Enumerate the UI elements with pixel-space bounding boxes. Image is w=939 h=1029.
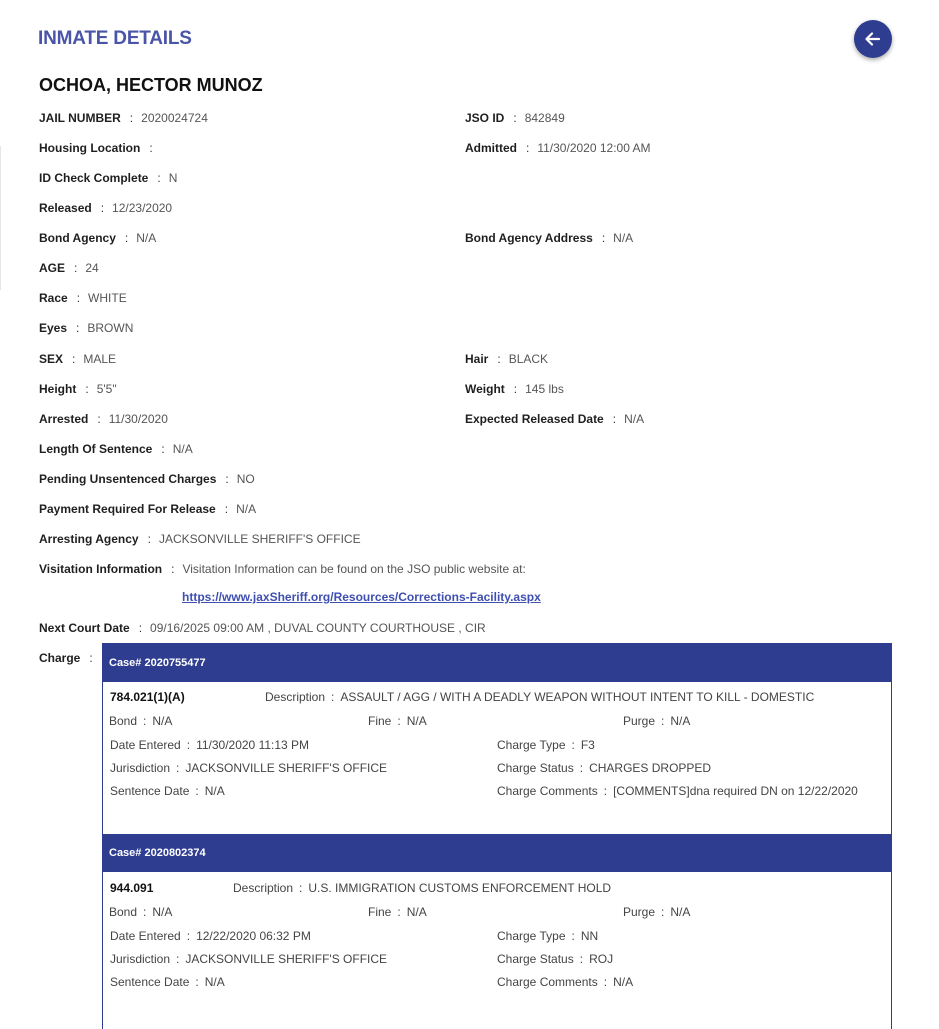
jurisdiction-row: Jurisdiction : JACKSONVILLE SHERIFF'S OFFICE [110, 952, 388, 966]
date-entered-row: Date Entered : 12/22/2020 06:32 PM [110, 929, 311, 943]
age-value: 24 [85, 261, 99, 275]
arresting-agency-row: Arresting Agency : JACKSONVILLE SHERIFF'S OFFICE [39, 532, 361, 546]
field-label: Race [39, 291, 68, 305]
purge-row: Purge : N/A [623, 905, 691, 919]
back-button[interactable] [854, 20, 892, 58]
released-row: Released : 12/23/2020 [39, 201, 173, 215]
field-label: Weight [465, 382, 505, 396]
jurisdiction-row: Jurisdiction : JACKSONVILLE SHERIFF'S OFFICE [110, 761, 388, 775]
bond-row: Bond : N/A [109, 905, 173, 919]
field-label: Bond Agency Address [465, 231, 593, 245]
field-label: Arrested [39, 412, 89, 426]
purge-row: Purge : N/A [623, 714, 691, 728]
housing-location-row: Housing Location : [39, 141, 153, 155]
date-entered-row: Date Entered : 11/30/2020 11:13 PM [110, 738, 310, 752]
field-label: Arresting Agency [39, 532, 139, 546]
admitted-value: 11/30/2020 12:00 AM [537, 141, 651, 155]
sex-value: MALE [83, 352, 117, 366]
field-label: Eyes [39, 321, 68, 335]
height-row: Height : 5'5" [39, 382, 117, 396]
bond-agency-row: Bond Agency : N/A [39, 231, 157, 245]
visitation-link[interactable]: https://www.jaxSheriff.org/Resources/Corrections-Facility.aspx [182, 590, 541, 604]
fine-row: Fine : N/A [368, 905, 427, 919]
field-label: Hair [465, 352, 489, 366]
pending-charges-row: Pending Unsentenced Charges : NO [39, 472, 255, 486]
field-label: Height [39, 382, 77, 396]
arrested-value: 11/30/2020 [108, 412, 168, 426]
arresting-agency-value: JACKSONVILLE SHERIFF'S OFFICE [158, 532, 361, 546]
id-check-value: N [168, 171, 178, 185]
payment-required-row: Payment Required For Release : N/A [39, 502, 257, 516]
charge-label-row: Charge : [39, 651, 93, 665]
bond-row: Bond : N/A [109, 714, 173, 728]
left-divider [0, 146, 5, 290]
id-check-row: ID Check Complete : N [39, 171, 178, 185]
description-row: Description : ASSAULT / AGG / WITH A DEADLY WEAPON WITHOUT INTENT TO KILL - DOMESTIC [265, 690, 815, 704]
field-label: Payment Required For Release [39, 502, 216, 516]
race-row: Race : WHITE [39, 291, 127, 305]
hair-value: BLACK [508, 352, 549, 366]
field-label: SEX [39, 352, 64, 366]
field-label: Expected Released Date [465, 412, 604, 426]
charges-panel [102, 643, 892, 1029]
payment-required-value: N/A [236, 502, 257, 516]
charge-status-row: Charge Status : ROJ [497, 952, 614, 966]
eyes-row: Eyes : BROWN [39, 321, 134, 335]
charge-comments-row: Charge Comments : N/A [497, 975, 634, 989]
field-label: ID Check Complete [39, 171, 149, 185]
length-of-sentence-row: Length Of Sentence : N/A [39, 442, 193, 456]
pending-charges-value: NO [236, 472, 255, 486]
description-value: U.S. IMMIGRATION CUSTOMS ENFORCEMENT HOLD [308, 881, 612, 895]
case-header: Case# 2020755477 [103, 644, 891, 682]
field-label: Released [39, 201, 92, 215]
jail-number-value: 2020024724 [141, 111, 208, 125]
age-row: AGE : 24 [39, 261, 99, 275]
statute-code: 944.091 [110, 881, 154, 895]
fine-row: Fine : N/A [368, 714, 427, 728]
jso-id-value: 842849 [524, 111, 565, 125]
next-court-date-row: Next Court Date : 09/16/2025 09:00 AM , DUVAL COUNTY COURTHOUSE , CIR [39, 621, 486, 635]
field-label: JAIL NUMBER [39, 111, 121, 125]
arrested-row: Arrested : 11/30/2020 [39, 412, 168, 426]
field-label: JSO ID [465, 111, 505, 125]
admitted-row: Admitted : 11/30/2020 12:00 AM [465, 141, 651, 155]
eyes-value: BROWN [87, 321, 134, 335]
visitation-value: Visitation Information can be found on the JSO public website at: [182, 562, 526, 576]
field-label: Visitation Information [39, 562, 163, 576]
field-label: AGE [39, 261, 66, 275]
charge-status-row: Charge Status : CHARGES DROPPED [497, 761, 712, 775]
height-value: 5'5" [96, 382, 117, 396]
next-court-date-value: 09/16/2025 09:00 AM , DUVAL COUNTY COURTHOUSE , CIR [150, 621, 486, 635]
bond-agency-address-row: Bond Agency Address : N/A [465, 231, 634, 245]
charge-comments-row: Charge Comments : [COMMENTS]dna required DN on 12/22/2020 [497, 784, 858, 798]
jso-id-row: JSO ID : 842849 [465, 111, 565, 125]
arrow-left-icon [863, 29, 883, 49]
description-row: Description : U.S. IMMIGRATION CUSTOMS ENFORCEMENT HOLD [233, 881, 612, 895]
charge-type-row: Charge Type : NN [497, 929, 599, 943]
page-title: INMATE DETAILS [38, 28, 192, 49]
race-value: WHITE [88, 291, 127, 305]
field-label: Length Of Sentence [39, 442, 153, 456]
expected-release-value: N/A [624, 412, 645, 426]
sentence-date-row: Sentence Date : N/A [110, 975, 225, 989]
field-label: Housing Location [39, 141, 141, 155]
sex-row: SEX : MALE [39, 352, 117, 366]
sentence-date-row: Sentence Date : N/A [110, 784, 225, 798]
bond-agency-value: N/A [136, 231, 157, 245]
weight-row: Weight : 145 lbs [465, 382, 564, 396]
inmate-name: OCHOA, HECTOR MUNOZ [39, 75, 263, 95]
description-value: ASSAULT / AGG / WITH A DEADLY WEAPON WITHOUT INTENT TO KILL - DOMESTIC [340, 690, 815, 704]
bond-agency-address-value: N/A [613, 231, 634, 245]
field-label: Charge [39, 651, 81, 665]
released-value: 12/23/2020 [112, 201, 173, 215]
charge-type-row: Charge Type : F3 [497, 738, 595, 752]
statute-code: 784.021(1)(A) [110, 690, 185, 704]
jail-number-row: JAIL NUMBER : 2020024724 [39, 111, 208, 125]
length-of-sentence-value: N/A [172, 442, 193, 456]
visitation-row: Visitation Information : Visitation Information can be found on the JSO public website at: [39, 562, 526, 576]
field-label: Bond Agency [39, 231, 116, 245]
expected-release-row: Expected Released Date : N/A [465, 412, 645, 426]
case-header: Case# 2020802374 [103, 834, 891, 872]
weight-value: 145 lbs [525, 382, 564, 396]
field-label: Pending Unsentenced Charges [39, 472, 217, 486]
field-label: Admitted [465, 141, 517, 155]
hair-row: Hair : BLACK [465, 352, 549, 366]
field-label: Next Court Date [39, 621, 130, 635]
